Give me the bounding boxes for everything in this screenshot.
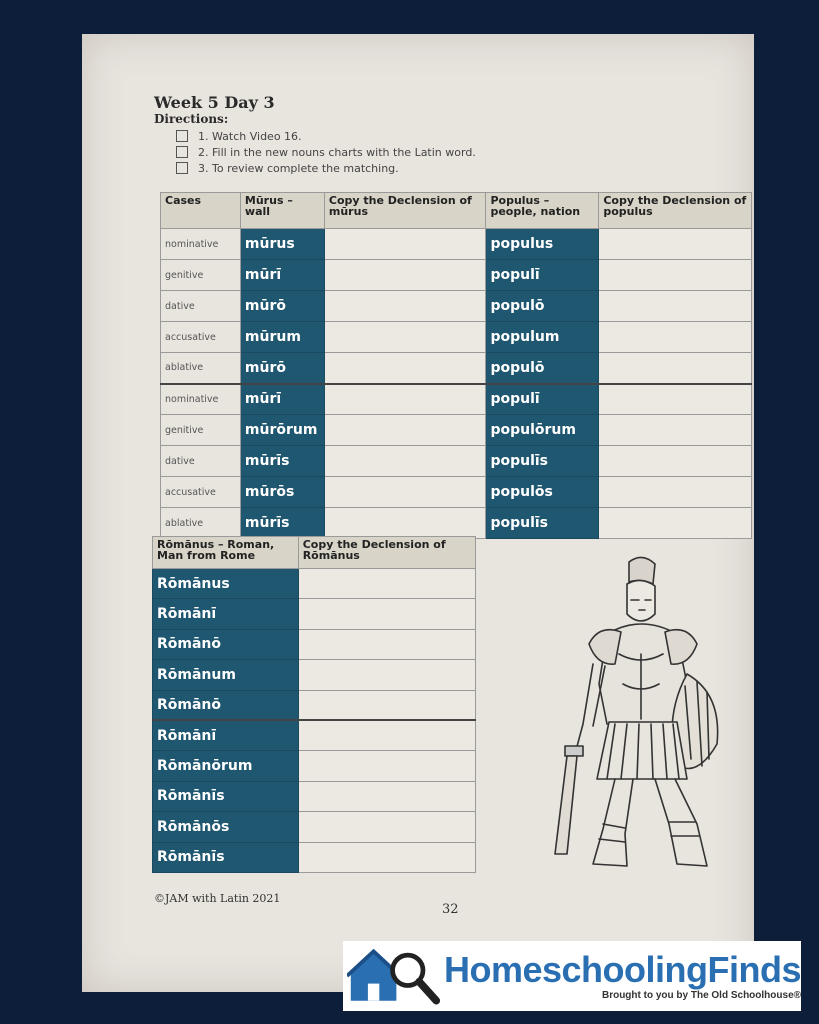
worksheet-header: [154, 94, 554, 176]
checkbox-icon[interactable]: [176, 162, 188, 174]
table-row: [153, 629, 476, 659]
table-row: [161, 446, 752, 477]
worksheet-page: [82, 34, 754, 992]
table-row: [153, 569, 476, 599]
table-row: [161, 477, 752, 508]
case-cell: ablative: [161, 508, 241, 539]
murus-form-cell: mūrōrum: [240, 415, 324, 446]
murus-copy-field[interactable]: [324, 291, 486, 322]
table-row: [161, 415, 752, 446]
romanus-copy-field[interactable]: [298, 690, 475, 720]
table-row: [161, 384, 752, 415]
murus-form-cell: mūrīs: [240, 508, 324, 539]
checkbox-icon[interactable]: [176, 146, 188, 158]
romanus-copy-field[interactable]: [298, 781, 475, 811]
populus-copy-field[interactable]: [599, 322, 752, 353]
populus-form-cell: populōs: [486, 477, 599, 508]
murus-form-cell: mūrō: [240, 353, 324, 384]
table-row: [153, 751, 476, 781]
romanus-form-cell: Rōmānīs: [153, 781, 299, 811]
header-murus: Mūrus – wall: [240, 193, 324, 229]
murus-copy-field[interactable]: [324, 508, 486, 539]
romanus-form-cell: Rōmānō: [153, 690, 299, 720]
romanus-form-cell: Rōmānō: [153, 629, 299, 659]
populus-form-cell: populīs: [486, 446, 599, 477]
table-row: [161, 260, 752, 291]
case-cell: nominative: [161, 384, 241, 415]
populus-form-cell: populus: [486, 229, 599, 260]
populus-form-cell: populōrum: [486, 415, 599, 446]
logo-tagline: Brought to you by The Old Schoolhouse®: [601, 989, 801, 1001]
checkbox-icon[interactable]: [176, 130, 188, 142]
murus-copy-field[interactable]: [324, 229, 486, 260]
copyright-text: ©JAM with Latin 2021: [154, 892, 281, 905]
murus-copy-field[interactable]: [324, 322, 486, 353]
noun-declension-table: [160, 192, 752, 539]
murus-copy-field[interactable]: [324, 384, 486, 415]
populus-copy-field[interactable]: [599, 446, 752, 477]
table-row: [161, 353, 752, 384]
populus-copy-field[interactable]: [599, 353, 752, 384]
populus-form-cell: populō: [486, 291, 599, 322]
table-row: [153, 842, 476, 872]
table-row: [161, 508, 752, 539]
murus-copy-field[interactable]: [324, 446, 486, 477]
case-cell: accusative: [161, 477, 241, 508]
header-populus: Populus – people, nation: [486, 193, 599, 229]
populus-copy-field[interactable]: [599, 508, 752, 539]
case-cell: accusative: [161, 322, 241, 353]
case-cell: nominative: [161, 229, 241, 260]
header-copy-romanus: Copy the Declension of Rōmānus: [298, 537, 475, 569]
populus-form-cell: populīs: [486, 508, 599, 539]
murus-form-cell: mūrīs: [240, 446, 324, 477]
romanus-copy-field[interactable]: [298, 660, 475, 690]
romanus-form-cell: Rōmānum: [153, 660, 299, 690]
table-row: [161, 322, 752, 353]
populus-form-cell: populum: [486, 322, 599, 353]
table-row: [153, 781, 476, 811]
direction-item: 3. To review complete the matching.: [154, 160, 554, 176]
murus-form-cell: mūrī: [240, 260, 324, 291]
page-title: Week 5 Day 3: [154, 93, 275, 112]
table-row: [153, 599, 476, 629]
romanus-declension-table: [152, 536, 476, 873]
murus-copy-field[interactable]: [324, 353, 486, 384]
directions-label: Directions:: [154, 112, 229, 126]
table-row: [153, 812, 476, 842]
romanus-form-cell: Rōmānī: [153, 720, 299, 750]
romanus-copy-field[interactable]: [298, 599, 475, 629]
murus-form-cell: mūrus: [240, 229, 324, 260]
murus-copy-field[interactable]: [324, 477, 486, 508]
populus-copy-field[interactable]: [599, 229, 752, 260]
populus-copy-field[interactable]: [599, 477, 752, 508]
case-cell: ablative: [161, 353, 241, 384]
case-cell: dative: [161, 291, 241, 322]
murus-form-cell: mūrōs: [240, 477, 324, 508]
populus-copy-field[interactable]: [599, 291, 752, 322]
romanus-copy-field[interactable]: [298, 751, 475, 781]
populus-form-cell: populī: [486, 384, 599, 415]
header-copy-populus: Copy the Declension of populus: [599, 193, 752, 229]
direction-item: 1. Watch Video 16.: [154, 128, 554, 144]
romanus-copy-field[interactable]: [298, 569, 475, 599]
case-cell: genitive: [161, 260, 241, 291]
logo-wordmark: HomeschoolingFinds: [443, 948, 801, 990]
page-number: 32: [442, 902, 459, 917]
table-row: [153, 660, 476, 690]
romanus-form-cell: Rōmānīs: [153, 842, 299, 872]
murus-copy-field[interactable]: [324, 415, 486, 446]
case-cell: dative: [161, 446, 241, 477]
homeschoolingfinds-logo[interactable]: [343, 941, 801, 1011]
romanus-form-cell: Rōmānī: [153, 599, 299, 629]
romanus-copy-field[interactable]: [298, 720, 475, 750]
populus-form-cell: populō: [486, 353, 599, 384]
murus-form-cell: mūrum: [240, 322, 324, 353]
populus-copy-field[interactable]: [599, 384, 752, 415]
direction-item: 2. Fill in the new nouns charts with the Latin word.: [154, 144, 554, 160]
populus-copy-field[interactable]: [599, 415, 752, 446]
romanus-copy-field[interactable]: [298, 629, 475, 659]
murus-form-cell: mūrō: [240, 291, 324, 322]
case-cell: genitive: [161, 415, 241, 446]
murus-copy-field[interactable]: [324, 260, 486, 291]
populus-form-cell: populī: [486, 260, 599, 291]
romanus-form-cell: Rōmānus: [153, 569, 299, 599]
header-cases: Cases: [161, 193, 241, 229]
table-row: [153, 690, 476, 720]
populus-copy-field[interactable]: [599, 260, 752, 291]
romanus-copy-field[interactable]: [298, 842, 475, 872]
murus-form-cell: mūrī: [240, 384, 324, 415]
romanus-form-cell: Rōmānōrum: [153, 751, 299, 781]
romanus-form-cell: Rōmānōs: [153, 812, 299, 842]
header-romanus: Rōmānus – Roman, Man from Rome: [153, 537, 299, 569]
table-row: [161, 291, 752, 322]
romanus-copy-field[interactable]: [298, 812, 475, 842]
directions-list: [154, 128, 554, 176]
header-copy-murus: Copy the Declension of mūrus: [324, 193, 486, 229]
table-row: [161, 229, 752, 260]
house-magnifier-icon: [347, 944, 442, 1008]
table-row: [153, 720, 476, 750]
roman-soldier-illustration: [537, 554, 737, 884]
